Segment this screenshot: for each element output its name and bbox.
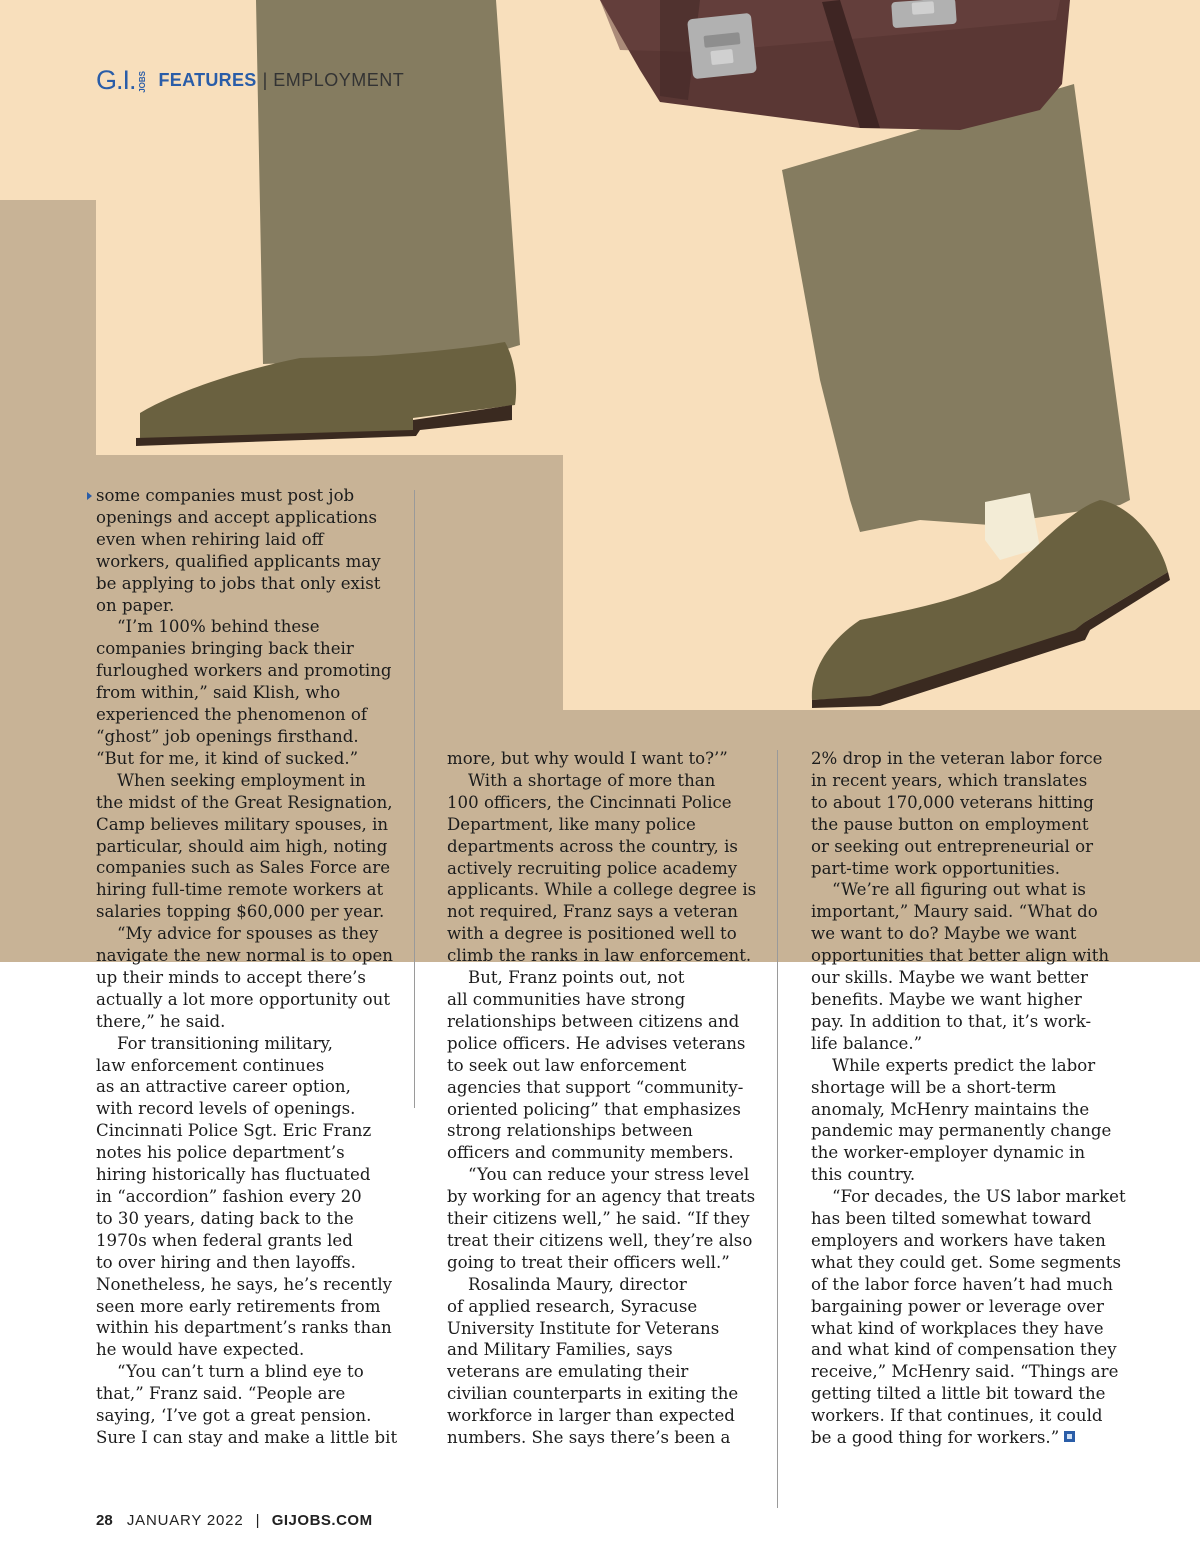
text-line: important,” Maury said. “What do bbox=[811, 902, 1098, 922]
text-line: civilian counterparts in exiting the bbox=[447, 1384, 739, 1404]
section-label: FEATURES bbox=[158, 69, 257, 90]
text-line: officers and community members. bbox=[447, 1143, 734, 1163]
text-line: “I’m 100% behind these bbox=[117, 617, 320, 637]
text-line: within his department’s ranks than bbox=[96, 1318, 392, 1338]
subsection-label: EMPLOYMENT bbox=[273, 69, 405, 90]
text-line: some companies must post job bbox=[96, 486, 355, 505]
text-line: employers and workers have taken bbox=[811, 1230, 1106, 1250]
text-line: notes his police department’s bbox=[96, 1143, 345, 1163]
text-line: of the labor force haven’t had much bbox=[811, 1274, 1113, 1294]
text-line: actually a lot more opportunity out bbox=[96, 989, 391, 1009]
text-line: “For decades, the US labor market bbox=[832, 1187, 1126, 1207]
article-column-1 bbox=[96, 485, 396, 1449]
text-line: going to treat their officers well.” bbox=[447, 1252, 730, 1272]
column-rule-2 bbox=[777, 750, 778, 1508]
text-line: 1970s when federal grants led bbox=[96, 1230, 353, 1250]
text-line: not required, Franz says a veteran bbox=[447, 902, 738, 922]
text-line: shortage will be a short-term bbox=[811, 1077, 1057, 1097]
text-line: up their minds to accept there’s bbox=[96, 967, 366, 987]
text-line: to 30 years, dating back to the bbox=[96, 1208, 354, 1228]
running-header bbox=[96, 66, 404, 94]
text-line: “My advice for spouses as they bbox=[117, 924, 379, 944]
text-line: pay. In addition to that, it’s work- bbox=[811, 1011, 1092, 1031]
text-line: all communities have strong bbox=[447, 989, 686, 1009]
text-line: Sure I can stay and make a little bit bbox=[96, 1427, 398, 1447]
text-line: our skills. Maybe we want better bbox=[811, 968, 1088, 988]
text-line: life balance.” bbox=[811, 1033, 923, 1053]
text-line: For transitioning military, bbox=[117, 1033, 333, 1053]
text-line: hiring historically has fluctuated bbox=[96, 1165, 371, 1185]
text-line: Rosalinda Maury, director bbox=[468, 1274, 687, 1294]
text-line: of applied research, Syracuse bbox=[447, 1296, 698, 1316]
text-line: departments across the country, is bbox=[447, 836, 738, 856]
text-line: bargaining power or leverage over bbox=[811, 1296, 1104, 1316]
text-line: Camp believes military spouses, in bbox=[96, 814, 389, 834]
text-line: what they could get. Some segments bbox=[811, 1252, 1121, 1272]
text-line: as an attractive career option, bbox=[96, 1077, 351, 1097]
text-line: be applying to jobs that only exist bbox=[96, 573, 381, 593]
text-line: with a degree is positioned well to bbox=[447, 924, 737, 944]
gi-jobs-logo bbox=[96, 67, 147, 93]
text-line: applicants. While a college degree is bbox=[447, 880, 757, 900]
text-line: the pause button on employment bbox=[811, 814, 1089, 834]
text-line: With a shortage of more than bbox=[468, 770, 716, 790]
text-line: numbers. She says there’s been a bbox=[447, 1428, 731, 1448]
text-line: there,” he said. bbox=[96, 1011, 226, 1031]
text-line: in recent years, which translates bbox=[811, 770, 1088, 790]
text-line: more, but why would I want to?’” bbox=[447, 749, 728, 768]
text-line: oriented policing” that emphasizes bbox=[447, 1099, 741, 1119]
text-line: salaries topping $60,000 per year. bbox=[96, 902, 385, 922]
text-line: to about 170,000 veterans hitting bbox=[811, 792, 1094, 812]
text-line: opportunities that better align with bbox=[811, 946, 1110, 966]
text-line: “ghost” job openings firsthand. bbox=[96, 726, 359, 746]
text-line: companies bringing back their bbox=[96, 639, 354, 659]
text-line: climb the ranks in law enforcement. bbox=[447, 946, 752, 966]
column-rule-1 bbox=[414, 490, 415, 1108]
text-line: the midst of the Great Resignation, bbox=[96, 792, 393, 812]
text-line: workers, qualified applicants may bbox=[96, 551, 381, 571]
text-line: by working for an agency that treats bbox=[447, 1187, 756, 1207]
text-line: companies such as Sales Force are bbox=[96, 858, 391, 878]
text-line: police officers. He advises veterans bbox=[447, 1033, 746, 1053]
site-link[interactable]: GIJOBS.COM bbox=[271, 1512, 373, 1529]
text-line: “We’re all figuring out what is bbox=[832, 880, 1086, 900]
text-line: to seek out law enforcement bbox=[447, 1055, 687, 1075]
text-line: pandemic may permanently change bbox=[811, 1121, 1112, 1141]
text-line: workers. If that continues, it could bbox=[811, 1406, 1103, 1426]
text-line: in “accordion” fashion every 20 bbox=[96, 1187, 362, 1206]
text-line: particular, should aim high, noting bbox=[96, 836, 388, 856]
text-line: 2% drop in the veteran labor force bbox=[811, 749, 1103, 768]
text-line: treat their citizens well, they’re also bbox=[447, 1230, 753, 1250]
text-line: While experts predict the labor bbox=[832, 1055, 1096, 1075]
text-line: Department, like many police bbox=[447, 814, 696, 834]
text-line: even when rehiring laid off bbox=[96, 529, 324, 549]
text-line: actively recruiting police academy bbox=[447, 858, 738, 878]
text-line: that,” Franz said. “People are bbox=[96, 1384, 346, 1404]
footer-separator: | bbox=[255, 1512, 260, 1529]
text-line: workforce in larger than expected bbox=[447, 1406, 735, 1426]
issue-date: JANUARY 2022 bbox=[126, 1512, 244, 1529]
logo-text: G.I. bbox=[96, 65, 136, 95]
end-mark-icon bbox=[1064, 1431, 1075, 1442]
text-line: hiring full-time remote workers at bbox=[96, 880, 384, 900]
text-line: “But for me, it kind of sucked.” bbox=[96, 748, 359, 768]
text-line: openings and accept applications bbox=[96, 507, 377, 527]
text-line: experienced the phenomenon of bbox=[96, 705, 367, 725]
text-line: agencies that support “community- bbox=[447, 1077, 744, 1097]
text-line: Cincinnati Police Sgt. Eric Franz bbox=[96, 1121, 372, 1141]
text-line: from within,” said Klish, who bbox=[96, 683, 341, 703]
continued-arrow-icon bbox=[87, 492, 92, 500]
text-line: on paper. bbox=[96, 595, 175, 615]
text-line: furloughed workers and promoting bbox=[96, 661, 392, 681]
text-line: part-time work opportunities. bbox=[811, 858, 1061, 878]
page-footer bbox=[96, 1512, 373, 1529]
text-line: veterans are emulating their bbox=[447, 1362, 689, 1382]
text-line: receive,” McHenry said. “Things are bbox=[811, 1362, 1119, 1382]
text-line: law enforcement continues bbox=[96, 1055, 325, 1075]
text-line: 100 officers, the Cincinnati Police bbox=[447, 792, 732, 812]
text-line: “You can’t turn a blind eye to bbox=[117, 1362, 364, 1382]
text-line: be a good thing for workers.” bbox=[811, 1427, 1111, 1449]
text-line: strong relationships between bbox=[447, 1121, 693, 1141]
text-line: or seeking out entrepreneurial or bbox=[811, 836, 1094, 856]
article-column-3 bbox=[811, 748, 1126, 1449]
text-line: with record levels of openings. bbox=[96, 1099, 356, 1119]
text-line: But, Franz points out, not bbox=[468, 968, 685, 988]
header-separator: | bbox=[262, 69, 268, 90]
text-line: relationships between citizens and bbox=[447, 1011, 740, 1031]
text-line: University Institute for Veterans bbox=[447, 1318, 720, 1338]
text-line: benefits. Maybe we want higher bbox=[811, 989, 1082, 1009]
text-line: Nonetheless, he says, he’s recently bbox=[96, 1274, 393, 1294]
text-line: and what kind of compensation they bbox=[811, 1340, 1117, 1360]
text-line: what kind of workplaces they have bbox=[811, 1318, 1104, 1338]
article-column-2 bbox=[447, 748, 757, 1449]
text-line: the worker-employer dynamic in bbox=[811, 1143, 1086, 1163]
text-line: saying, ‘I’ve got a great pension. bbox=[96, 1406, 372, 1426]
text-line: we want to do? Maybe we want bbox=[811, 924, 1077, 944]
text-line: getting tilted a little bit toward the bbox=[811, 1384, 1106, 1404]
text-line: he would have expected. bbox=[96, 1340, 305, 1360]
text-line: this country. bbox=[811, 1165, 916, 1185]
text-line: “You can reduce your stress level bbox=[468, 1165, 750, 1185]
text-line: navigate the new normal is to open bbox=[96, 946, 393, 966]
logo-subtext: JOBS bbox=[137, 71, 147, 93]
text-line: anomaly, McHenry maintains the bbox=[811, 1099, 1090, 1119]
text-line: to over hiring and then layoffs. bbox=[96, 1252, 356, 1272]
text-line: seen more early retirements from bbox=[96, 1296, 381, 1316]
text-line: and Military Families, says bbox=[447, 1340, 673, 1360]
text-line: has been tilted somewhat toward bbox=[811, 1209, 1092, 1229]
page-number: 28 bbox=[96, 1512, 113, 1529]
text-line: their citizens well,” he said. “If they bbox=[447, 1209, 750, 1229]
text-line: When seeking employment in bbox=[117, 770, 366, 790]
